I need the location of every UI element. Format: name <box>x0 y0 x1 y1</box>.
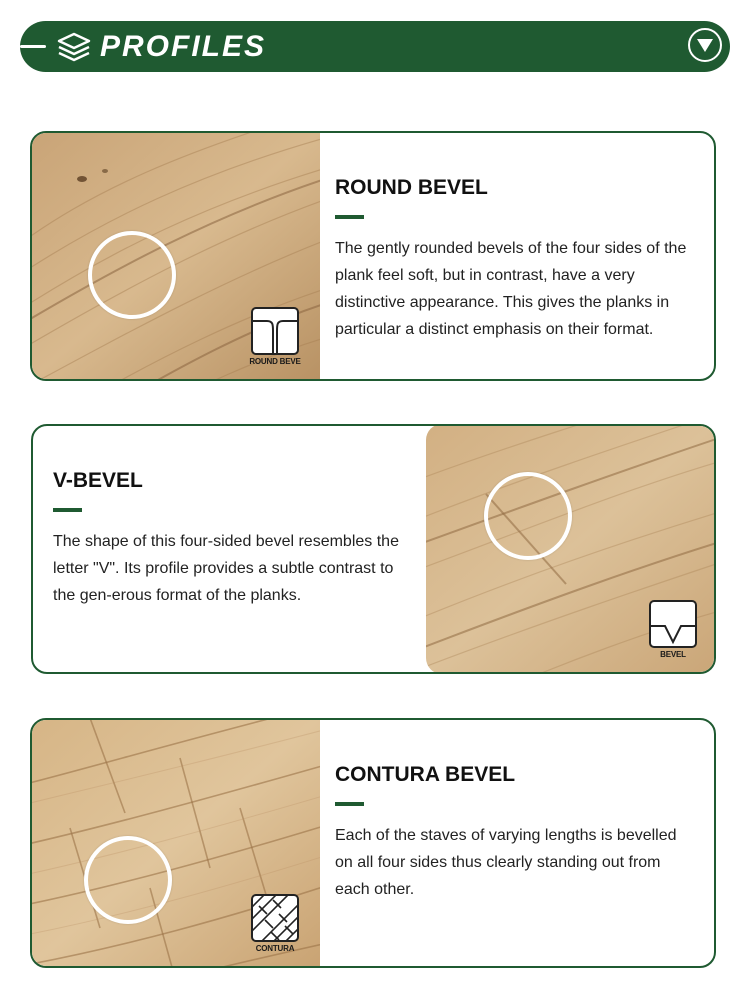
round-bevel-photo <box>30 131 320 381</box>
profile-card-contura-bevel <box>30 718 716 968</box>
card-title: V-BEVEL <box>53 469 143 492</box>
contura-bevel-icon <box>253 896 297 940</box>
v-bevel-photo <box>426 424 716 674</box>
profile-card-round-bevel <box>30 131 716 381</box>
card-title: CONTURA BEVEL <box>335 763 516 786</box>
round-bevel-icon <box>253 309 297 353</box>
page-title: PROFILES <box>100 30 267 63</box>
title-underline <box>53 508 82 512</box>
chevron-down-icon <box>696 37 714 53</box>
card-description: The gently rounded bevels of the four sides of the plank feel soft, but in contrast, have a very distinctive appearance. This gives the planks in particular a distinct emphasis on their format. <box>335 240 687 338</box>
profiles-header <box>20 21 730 72</box>
contura-bevel-badge <box>248 894 304 958</box>
profile-card-v-bevel <box>31 424 716 674</box>
badge-label: BEVEL <box>660 650 686 659</box>
round-bevel-badge <box>248 307 304 371</box>
title-underline <box>335 215 364 219</box>
card-description: The shape of this four-sided bevel resembles the letter "V". Its profile provides a subtle contrast to the gen-erous format of the planks. <box>53 533 399 604</box>
card-title: ROUND BEVEL <box>335 176 488 199</box>
v-bevel-badge <box>646 600 702 664</box>
badge-label: CONTURA <box>255 944 295 953</box>
contura-bevel-text <box>335 762 695 903</box>
title-underline <box>335 802 364 806</box>
v-bevel-text <box>53 468 413 609</box>
zoom-circle <box>484 472 572 560</box>
zoom-circle <box>84 836 172 924</box>
contura-bevel-photo <box>30 718 320 968</box>
card-description: Each of the staves of varying lengths is bevelled on all four sides thus clearly standing out from each other. <box>335 827 677 898</box>
badge-label: ROUND BEVE <box>249 357 301 366</box>
header-dash <box>20 45 46 48</box>
layers-icon <box>56 31 92 63</box>
v-bevel-icon <box>651 602 695 646</box>
zoom-circle <box>88 231 176 319</box>
round-bevel-text <box>335 175 695 343</box>
collapse-toggle-button[interactable] <box>688 28 722 62</box>
